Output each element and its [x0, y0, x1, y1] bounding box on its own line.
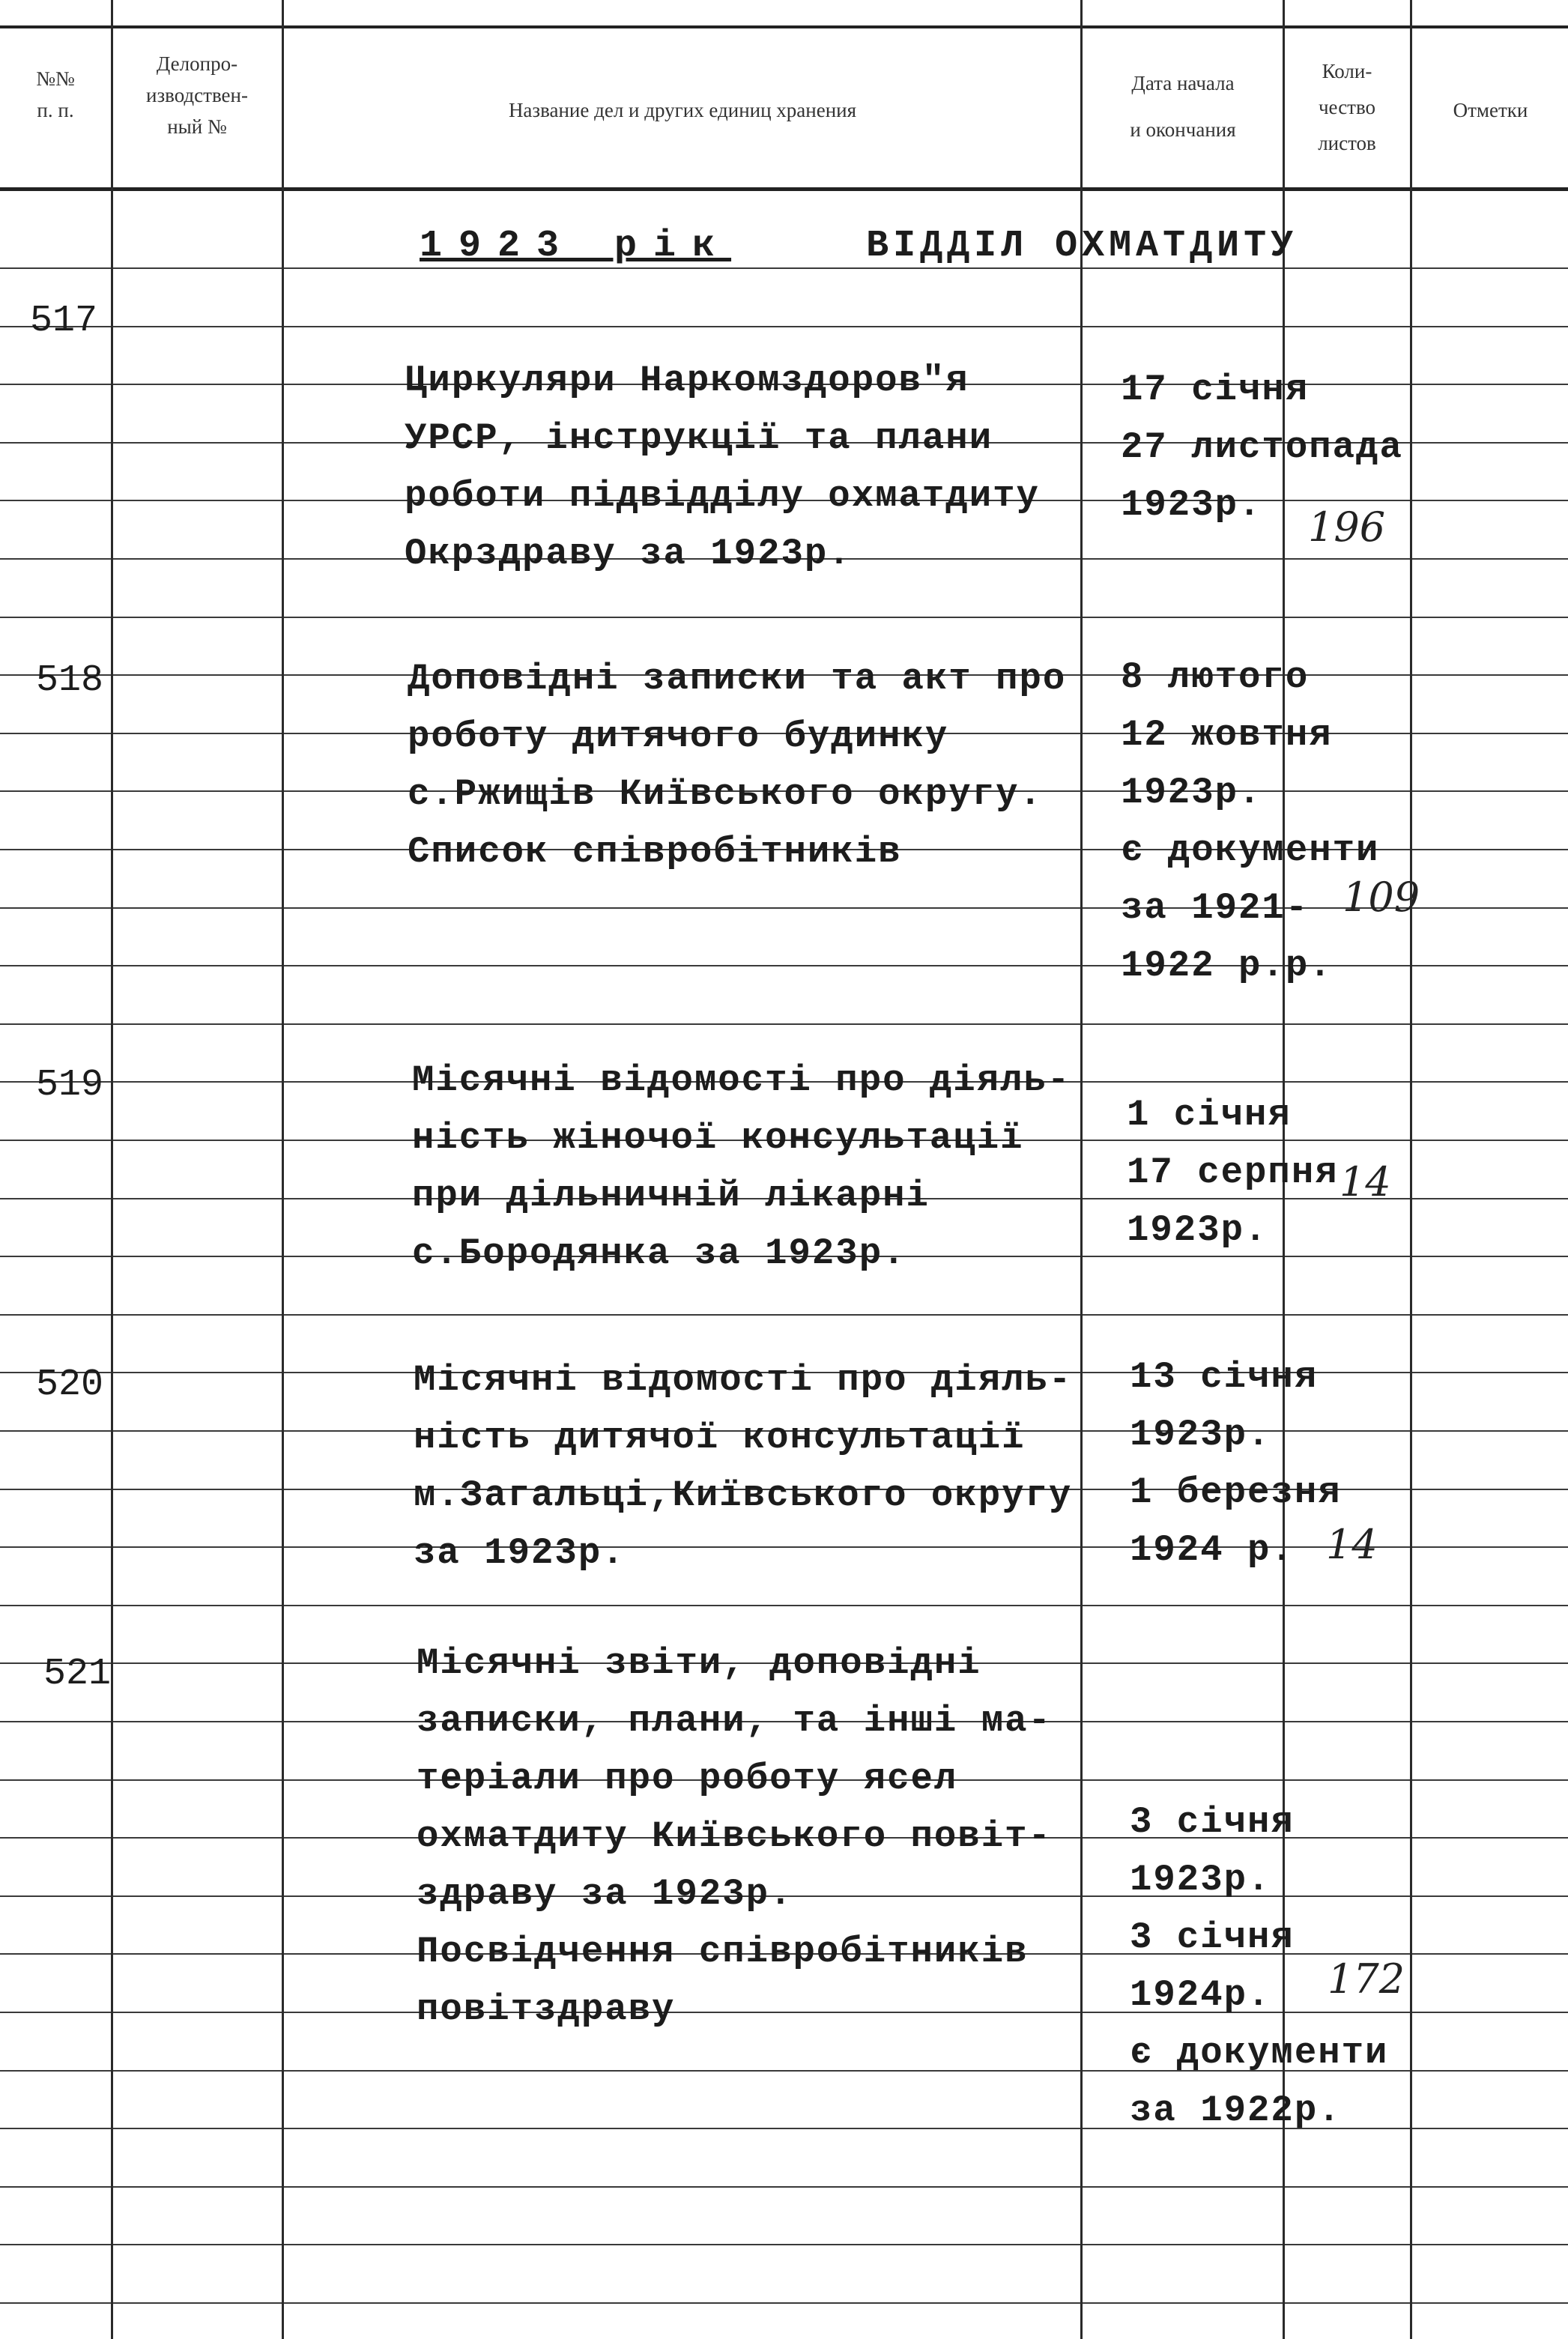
header-dates	[1083, 67, 1283, 145]
header-dates-line2: и окончания	[1130, 118, 1236, 141]
header-office-line3: ный №	[167, 115, 227, 138]
entry-title-line: Окрздраву за 1923р.	[405, 533, 852, 575]
entry-date-line: 1923р.	[1127, 1209, 1268, 1251]
entry-date-line: 1923р.	[1130, 1859, 1271, 1901]
ruled-line	[0, 2302, 1568, 2304]
section-heading-department: ВІДДІЛ ОХМАТДИТУ	[866, 225, 1298, 267]
header-count-line2: чество	[1318, 96, 1376, 118]
header-office-line2: изводствен-	[146, 84, 248, 106]
entry-title-line: м.Загальці,Київського округу	[414, 1474, 1073, 1516]
ruled-line	[0, 1605, 1568, 1606]
entry-number: 518	[36, 659, 104, 702]
entry-date-line: за 1922р.	[1130, 2090, 1342, 2131]
entry-sheet-count: 14	[1326, 1521, 1378, 1568]
entry-title	[412, 1052, 1071, 1283]
entry-title-line: Доповідні записки та акт про	[408, 658, 1067, 700]
entry-title-line: Місячні відомості про діяль-	[414, 1359, 1073, 1401]
column-divider-5	[1410, 0, 1412, 2339]
ruled-line	[0, 2186, 1568, 2188]
section-heading-year: 1923 рік	[420, 225, 732, 267]
ruled-line	[0, 2244, 1568, 2245]
entry-sheet-count: 172	[1328, 1955, 1405, 2003]
entry-title-line: с.Ржищів Київського округу.	[408, 773, 1043, 815]
entry-title-line: записки, плани, та інші ма-	[417, 1700, 1052, 1742]
ruled-line	[0, 326, 1568, 327]
entry-number: 517	[30, 300, 98, 342]
entry-date-line: 1924 р.	[1130, 1529, 1295, 1571]
entry-date-line: 3 січня	[1130, 1916, 1295, 1958]
header-dates-line1: Дата начала	[1131, 72, 1235, 94]
header-title-text: Название дел и других единиц хранения	[508, 99, 857, 121]
header-notes-text: Отметки	[1453, 99, 1528, 121]
entry-title-line: Циркуляри Наркомздоров"я	[405, 360, 969, 402]
header-office-number	[112, 48, 282, 142]
entry-date-line: 8 лютого	[1121, 656, 1310, 698]
entry-sheet-count: 109	[1343, 874, 1420, 921]
entry-date-line: 12 жовтня	[1121, 714, 1333, 756]
entry-date-line: 17 серпня	[1127, 1152, 1339, 1193]
header-number-line2: п. п.	[37, 99, 74, 121]
column-divider-2	[282, 0, 284, 2339]
entry-sheet-count: 196	[1308, 503, 1386, 551]
ruled-line	[0, 1314, 1568, 1316]
entry-date-line: 1 січня	[1127, 1094, 1292, 1136]
entry-title-line: ність дитячої консультації	[414, 1417, 1026, 1459]
entry-date-line: 1923р.	[1121, 772, 1262, 814]
entry-dates	[1121, 649, 1379, 995]
entry-date-line: 1 березня	[1130, 1471, 1342, 1513]
entry-title-line: с.Бородянка за 1923р.	[412, 1232, 906, 1274]
column-divider-3	[1080, 0, 1083, 2339]
header-count-line1: Коли-	[1322, 60, 1372, 82]
entry-number: 520	[36, 1364, 104, 1406]
entry-date-line: є документи	[1130, 2032, 1389, 2074]
header-count-line3: листов	[1318, 132, 1376, 154]
entry-date-line: за 1921-	[1121, 887, 1310, 929]
header-title	[285, 94, 1080, 126]
entry-dates	[1127, 1086, 1339, 1259]
ruled-line	[0, 267, 1568, 269]
entry-title-line: за 1923р.	[414, 1532, 626, 1574]
entry-title-line: теріали про роботу ясел	[417, 1758, 958, 1800]
entry-title	[414, 1352, 1072, 1582]
entry-title-line: повітздраву	[417, 1988, 676, 2030]
header-bottom-border	[0, 187, 1568, 191]
entry-sheet-count: 14	[1340, 1158, 1391, 1205]
entry-title-line: при дільничній лікарні	[412, 1175, 930, 1217]
header-number-line1: №№	[36, 67, 75, 90]
entry-title-line: Місячні звіти, доповідні	[417, 1642, 981, 1684]
entry-date-line: 1923р.	[1121, 484, 1262, 526]
entry-title	[405, 352, 1040, 583]
entry-date-line: 1924р.	[1130, 1974, 1271, 2016]
entry-date-line: 1922 р.р.	[1121, 945, 1333, 987]
entry-date-line: 1923р.	[1130, 1414, 1271, 1456]
entry-title-line: УРСР, інструкції та плани	[405, 417, 993, 459]
entry-date-line: 3 січня	[1130, 1801, 1295, 1843]
entry-number: 519	[36, 1064, 104, 1107]
entry-date-line: 13 січня	[1130, 1356, 1319, 1398]
header-number	[0, 63, 111, 126]
entry-dates	[1130, 1349, 1342, 1579]
entry-date-line: 17 січня	[1121, 369, 1310, 411]
header-notes	[1413, 94, 1568, 126]
entry-date-line: є документи	[1121, 829, 1380, 871]
header-sheet-count	[1284, 55, 1410, 159]
entry-title-line: охматдиту Київського повіт-	[417, 1815, 1052, 1857]
entry-title	[408, 650, 1066, 881]
entry-title-line: роботу дитячого будинку	[408, 715, 949, 757]
entry-title-line: здраву за 1923р.	[417, 1873, 793, 1915]
entry-title-line: Місячні відомості про діяль-	[412, 1059, 1071, 1101]
ruled-line	[0, 1023, 1568, 1025]
column-divider-1	[111, 0, 113, 2339]
entry-number: 521	[43, 1653, 112, 1695]
header-office-line1: Делопро-	[156, 52, 238, 75]
entry-title-line: Посвідчення співробітників	[417, 1931, 1029, 1973]
entry-date-line: 27 листопада	[1121, 426, 1403, 468]
entry-title-line: роботи підвідділу охматдиту	[405, 475, 1040, 517]
section-heading	[420, 225, 1298, 267]
entry-title-line: ність жіночої консультації	[412, 1117, 1024, 1159]
top-border	[0, 25, 1568, 28]
entry-title	[417, 1635, 1052, 2039]
ruled-line	[0, 617, 1568, 618]
entry-title-line: Список співробітників	[408, 831, 902, 873]
